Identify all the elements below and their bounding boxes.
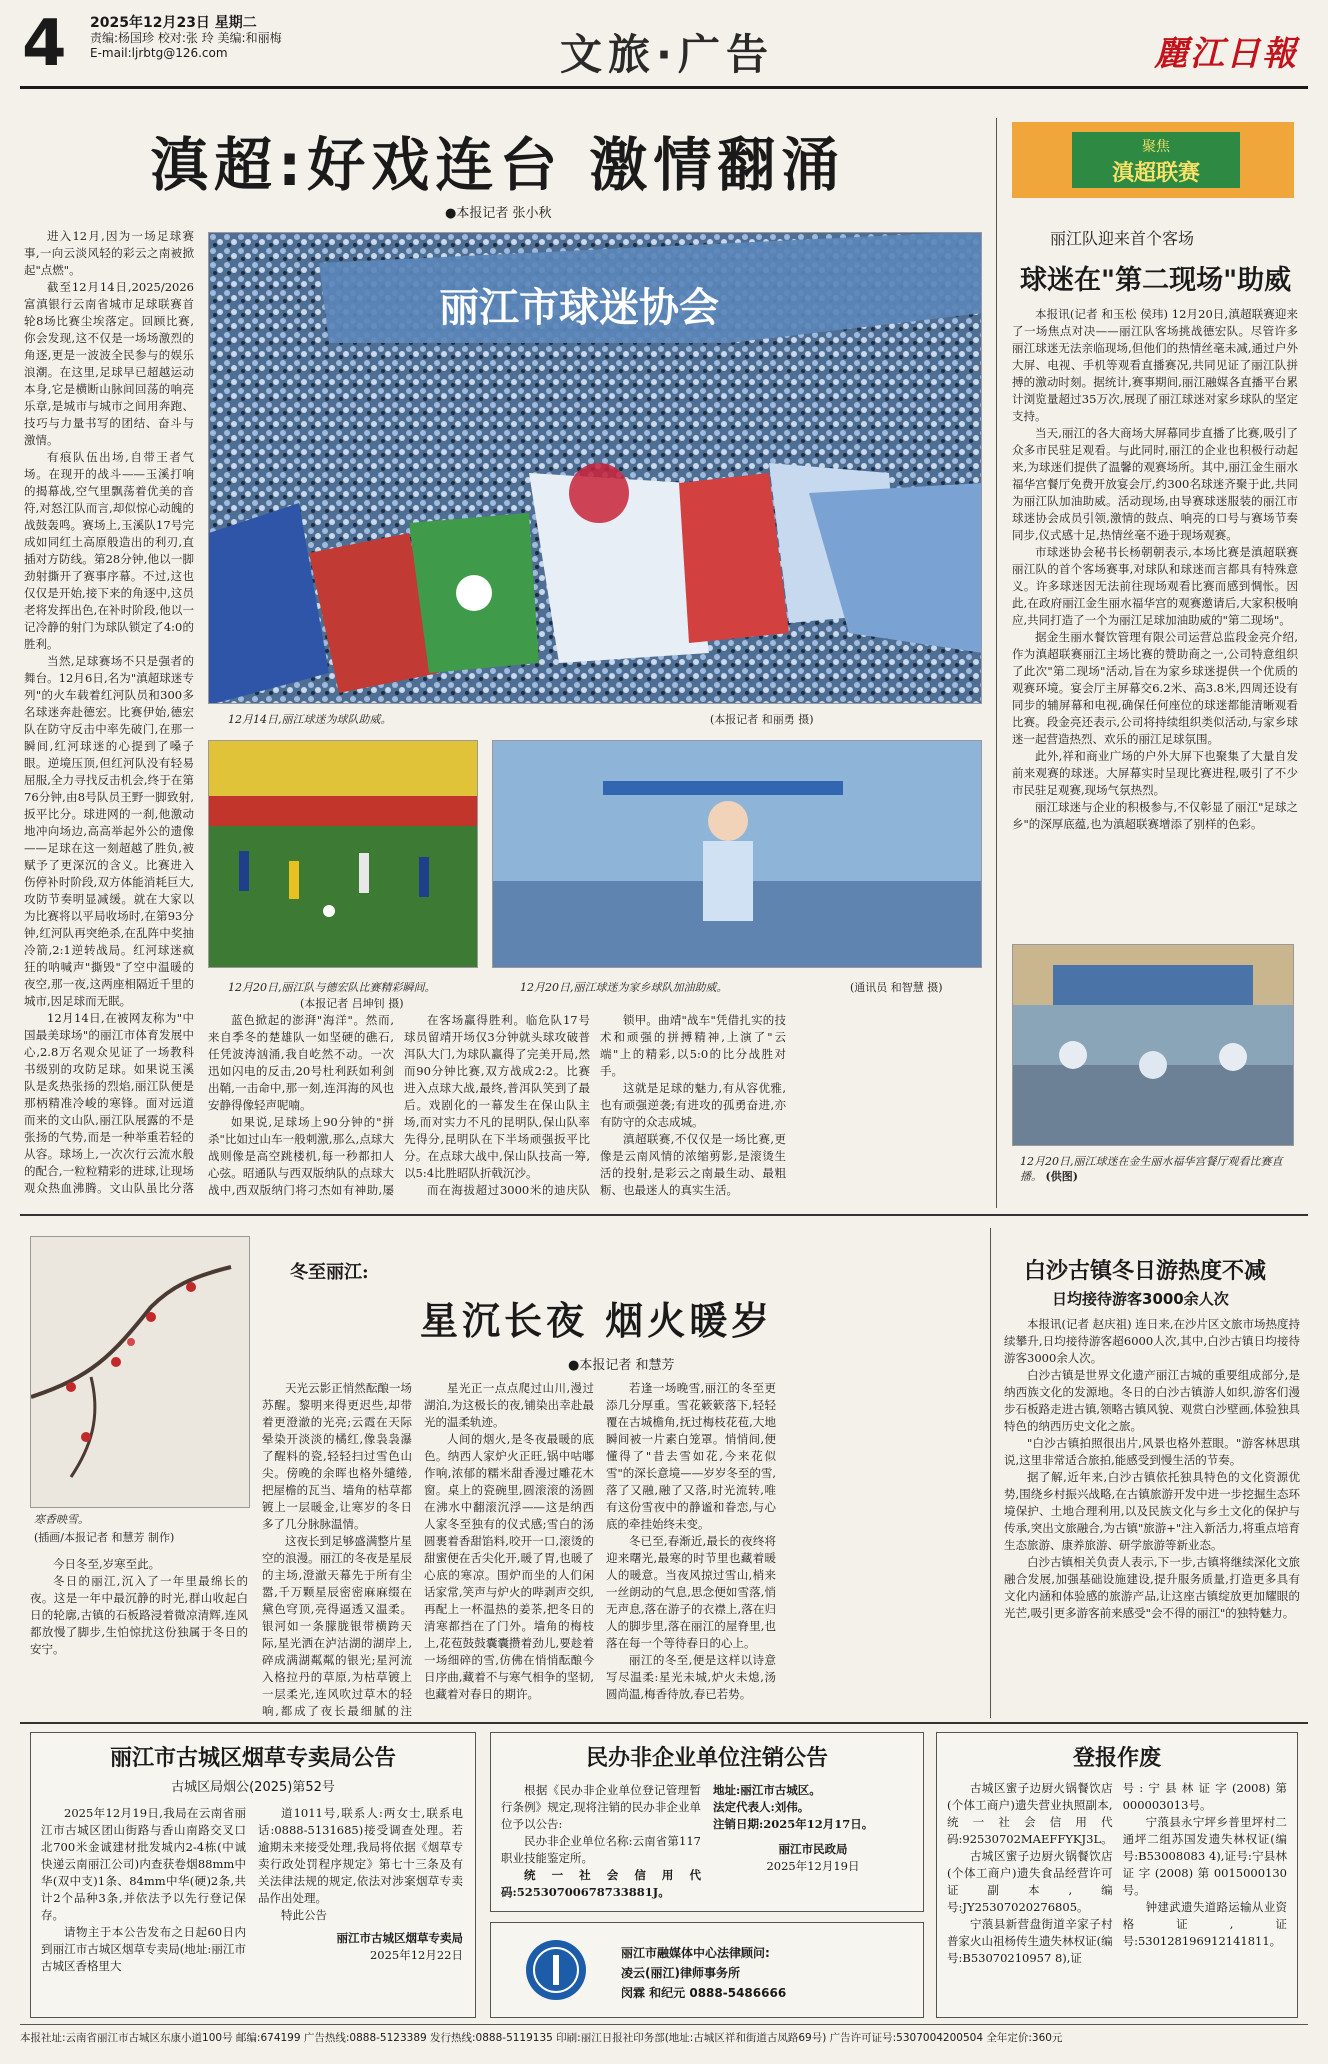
paragraph: 白沙古镇相关负责人表示,下一步,古镇将继续深化文旅融合发展,加强基础设施建设,提升服务质量,打造更多具有文化内涵和体验感的旅游产品,让这座古镇绽放更加耀眼的光芒,吸引更多游客前来感受"会不得的丽江"的独特魅力。 — [1004, 1555, 1300, 1620]
restaurant-caption-text: 12月20日,丽江球迷在金生丽水福华宫餐厅观看比赛直播。 — [1020, 1155, 1283, 1183]
tobacco-notice-title: 丽江市古城区烟草专卖局公告 — [109, 1746, 396, 1771]
crowd-illustration — [209, 233, 982, 704]
match-photo-credit: (本报记者 吕坤钊 摄) — [300, 997, 404, 1010]
paragraph: 道1011号,联系人:两女士,联系电话:0888-5131685)接受调查处理。若逾期未来接受处理,我局将依据《烟草专卖行政处罚程序规定》第七十三条及有关法律法规的规定,依法对涉案烟草专卖品作出处理。 — [258, 1806, 463, 1905]
paragraph: 在客场赢得胜利。临危队17号球员留靖开场仅3分钟就头球攻破普洱队大门,为球队赢得了完美开局,然而90分钟比赛,双方战成2:2。比赛进入点球大战,最终,普洱队笑到了最后。戏剧化的一幕发生在保山队主场,而对实力不凡的昆明队,保山队率先得分,昆明队在下半场顽强扳平比分。在点球大战中,保山队技高一筹,以5:4比胜昭队折戟沉沙。 — [404, 1013, 590, 1180]
paragraph: 当天,丽江的各大商场大屏幕同步直播了比赛,吸引了众多市民驻足观看。与此同时,丽江的企业也积极行动起来,为球迷们提供了温馨的观赛场所。其中,丽江金生丽水福华宫餐厅免费开放宴会厅,约300名球迷齐聚于此,共同为丽江队加油助威。活动现场,由导赛球迷服装的丽江市球迷协会成员引领,激情的鼓点、响亮的口号与赛场节奏同步,仪式感十足,热情丝毫不逊于现场观赛。 — [1012, 426, 1298, 542]
paragraph: 如果说,足球场上90分钟的"拼杀"比如过山车一般刺激,那么,点球大战则像是高空跳楼机,每一秒都扣人心弦。昭通队与西双版纳队的点球大战中,西双版纳门将刁杰如有神助,屡 — [208, 1115, 394, 1197]
newspaper-logo: 麗江日報 — [1154, 34, 1298, 74]
paragraph: 民办非企业单位名称:云南省第117职业技能鉴定所。 — [501, 1834, 701, 1865]
lead-col-4 — [600, 1012, 786, 1198]
paragraph: 市球迷协会秘书长杨朝朝表示,本场比赛是滇超联赛丽江队的首个客场赛事,对球队和球迷而言都具有特殊意义。许多球迷因无法前往现场观看比赛而感到惆怅。因此,在政府丽江金生丽水福华宫的观赛邀请后,大家积极响应,共同打造了一个为丽江足球加油助威的"第二现场"。 — [1012, 545, 1298, 627]
paragraph: 蓝色掀起的澎湃"海洋"。然而,来自季冬的楚雄队一如坚硬的礁石,任凭波涛汹涌,我自屹然不动。一次迅如闪电的反击,20号杜利跃如利剑出鞘,一击命中,那一刻,连洱海的风也安静得像轻声呢喃。 — [208, 1013, 394, 1112]
paragraph: 统一社会信用代码:52530700678733881J。 — [501, 1868, 701, 1899]
paragraph: 白沙古镇是世界文化遗产丽江古城的重要组成部分,是纳西族文化的发源地。冬日的白沙古镇游人如织,游客们漫步石板路走进古镇,领略古镇风貌、观赏白沙壁画,体验独具特色的纳西历史文化之旅。 — [1004, 1368, 1300, 1433]
baisha-subhead: 日均接待游客3000余人次 — [1052, 1290, 1229, 1308]
restaurant-photo — [1012, 944, 1294, 1146]
legal-counsel-label: 丽江市融媒体中心法律顾问: — [621, 1946, 770, 1960]
paragraph: 丽江的冬至,便是这样以诗意写尽温柔:星光未城,炉火未熄,汤圆尚温,梅香待放,春已若势。 — [606, 1653, 776, 1701]
lead-headline: 滇超:好戏连台 激情翻涌 — [150, 131, 846, 199]
paragraph: 据了解,近年来,白沙古镇依托独具特色的文化资源优势,围绕乡村振兴战略,在古镇旅游开发中进一步挖掘生态环境保护、土地合理利用,以及民族文化与乡土文化的保护与传承,突出文旅融合,为古镇"旅游+"注入新活力,将重点培育生态旅游、康养旅游、研学旅游等新业态。 — [1004, 1470, 1300, 1552]
email-line: E-mail:ljrbtg@126.com — [90, 46, 228, 60]
lead-col-3 — [404, 1012, 590, 1198]
lead-col-1 — [24, 228, 194, 1198]
ngo-notice — [490, 1732, 924, 1912]
paragraph: 这就是足球的魅力,有从容优雅,也有顽强逆袭;有进攻的孤勇奋进,亦有防守的众志成城。 — [600, 1081, 786, 1129]
tobacco-notice-signature: 丽江市古城区烟草专卖局 — [336, 1931, 463, 1945]
masthead-rule — [20, 86, 1308, 89]
void-notices — [936, 1732, 1298, 2018]
date-line: 2025年12月23日 星期二 — [90, 15, 257, 31]
paragraph: 地址:丽江市古城区。 — [713, 1783, 821, 1797]
restaurant-caption — [1020, 1154, 1296, 1184]
paragraph: 冬日的丽江,沉入了一年里最绵长的夜。这是一年中最沉静的时光,群山收起白日的轮廓,古镇的石板路浸着微凉清辉,连风都放慢了脚步,生怕惊扰这份独属于冬日的安宁。 — [30, 1574, 248, 1656]
lead-col-2 — [208, 1012, 394, 1198]
void-notices-col-2 — [1123, 1780, 1287, 1967]
main-photo-credit: (本报记者 和丽勇 摄) — [710, 713, 814, 726]
winter-photo-credit: (插画/本报记者 和慧芳 制作) — [34, 1531, 175, 1544]
winter-col-4 — [606, 1380, 776, 1716]
winter-col-2 — [262, 1380, 412, 1716]
paragraph: 人间的烟火,是冬夜最暖的底色。纳西人家炉火正旺,锅中咕嘟作响,浓郁的糯米甜香漫过雕花木窗。桌上的瓷碗里,圆滚滚的汤圆在沸水中翻滚沉浮——这是纳西人家冬至独有的仪式感;雪白的汤圆裹着香甜馅料,咬开一口,滚烫的甜蜜便在舌尖化开,暖了胃,也暖了心底的寒凉。围炉而坐的人们闲话家常,笑声与炉火的哔剥声交织,再配上一杯温热的姜茶,把冬日的清寒都挡在了门外。墙角的梅枝上,花苞鼓鼓囊囊攒着劲儿,要趁着一场细碎的雪,仿佛在悄悄酝酿今日序曲,藏着不与寒气相争的坚韧,也藏着对春日的期许。 — [424, 1432, 594, 1701]
masthead-meta — [90, 16, 282, 61]
legal-counsel-firm: 凌云(丽江)律师事务所 — [621, 1966, 740, 1980]
winter-kicker: 冬至丽江: — [290, 1262, 369, 1283]
paragraph: 法定代表人:刘伟。 — [713, 1800, 810, 1814]
sidebar-headline: 球迷在"第二现场"助威 — [1020, 265, 1292, 296]
baisha-headline: 白沙古镇冬日游热度不减 — [1024, 1259, 1267, 1284]
paragraph: 丽江球迷与企业的积极参与,不仅彰显了丽江"足球之乡"的深厚底蕴,也为滇超联赛增添了别样的色彩。 — [1012, 800, 1298, 831]
baisha-divider — [990, 1228, 991, 1718]
lead-byline: ●本报记者 张小秋 — [445, 206, 552, 221]
paragraph: 根据《民办非企业单位登记管理暂行条例》规定,现将注销的民办非企业单位予以公告: — [501, 1783, 701, 1831]
paragraph: 截至12月14日,2025/2026富滇银行云南省城市足球联赛首轮8场比赛尘埃落定。回顾比赛,你会发现,这不仅是一场场激烈的角逐,更是一波波全民参与的娱乐浪潮。在这里,足球早已超越运动本身,它是横断山脉间回荡的响亮乐章,是城市与城市之间用奔跑、技巧与力量书写的团结、奋斗与激情。 — [24, 280, 194, 447]
legal-counsel-contact: 闵霖 和纪元 0888-5486666 — [621, 1986, 787, 2000]
ngo-notice-col-1 — [501, 1782, 701, 1901]
ngo-notice-signature: 丽江市民政局 — [778, 1842, 848, 1856]
footer-info: 本报社址:云南省丽江市古城区东康小道100号 邮编:674199 广告热线:0888-5123389 发行热线:0888-5119135 印刷:丽江日报社印务部(地址:古城区祥和街道古凤路69号) 广告许可证号:5307004200504 全年定价:360元 — [20, 2032, 1063, 2044]
banner-text: 丽江市球迷协会 — [439, 285, 719, 331]
focus-main-label: 滇超联赛 — [1111, 161, 1200, 186]
paragraph: 今日冬至,岁寒至此。 — [53, 1557, 161, 1571]
void-notices-title: 登报作废 — [1072, 1746, 1161, 1771]
legal-counsel-box — [490, 1922, 924, 2018]
focus-banner — [1012, 122, 1294, 198]
paragraph: 进入12月,因为一场足球赛事,一向云淡风轻的彩云之南被掀起"点燃"。 — [24, 229, 194, 277]
fans-photo-caption: 12月20日,丽江球迷为家乡球队加油助威。 — [520, 981, 728, 994]
void-notices-col-1 — [947, 1780, 1113, 1967]
paragraph: 古城区蜜子边厨火锅餐饮店(个体工商户)遗失食品经营许可证副本,编号:JY25307020276805。 — [947, 1849, 1113, 1914]
fans-illustration — [493, 741, 982, 968]
law-firm-emblem — [523, 1937, 589, 2003]
match-photo — [208, 740, 478, 968]
match-photo-caption: 12月20日,丽江队与德宏队比赛精彩瞬间。 — [228, 981, 436, 994]
paragraph: 冬已至,春渐近,最长的夜终将迎来曙光,最寒的时节里也藏着暖人的暖意。当夜风掠过雪山,梢来一丝朗动的气息,思念便如雪落,悄无声息,落在游子的衣襟上,落在归人的脚步里,落在丽江的屋脊里,也落在每一个等待春日的心上。 — [606, 1534, 776, 1650]
paragraph: 据金生丽水餐饮管理有限公司运营总监段金亮介绍,作为滇超联赛丽江主场比赛的赞助商之一,公司特意组织了此次"第二现场"活动,旨在为家乡球迷提供一个优质的观赛环境。宴会厅主屏幕交6.2米、高3.8米,四周还设有同步的辅屏幕和电视,确保任何座位的球迷都能清晰观看比赛。段金亮还表示,公司将持续组织类似活动,与家乡球迷一起营造热烈、欢乐的丽江足球氛围。 — [1012, 630, 1298, 746]
tobacco-notice — [30, 1732, 476, 2018]
paragraph: 12月14日,在被网友称为"中国最美球场"的丽江市体育发展中心,2.8万名观众见证了一场教科书级别的攻防足球。如果说玉溪队是炙热张扬的烈焰,丽江队便是那柄精准冷峻的寒锋。面对远道而来的文山队,丽江队展露的不是张扬的气势,而是一种举重若轻的从容。球场上,一次次行云流水般的配合,一粒粒精彩的进球,让现场观众热血沸腾。文山队虽比分落 — [24, 1011, 194, 1195]
notices-divider — [20, 1722, 1308, 1724]
winter-headline: 星沉长夜 烟火暖岁 — [420, 1299, 774, 1343]
fans-photo — [492, 740, 982, 968]
ngo-notice-title: 民办非企业单位注销公告 — [585, 1746, 828, 1771]
winter-illustration — [30, 1236, 250, 1508]
tobacco-notice-number: 古城区局烟公(2025)第52号 — [171, 1780, 335, 1795]
fans-photo-credit: (通讯员 和智慧 摄) — [850, 981, 943, 994]
sidebar-body — [1012, 306, 1298, 940]
section-title: 文旅·广告 — [560, 30, 774, 79]
restaurant-illustration — [1013, 945, 1294, 1146]
paragraph: 有痕队伍出场,自带王者气场。在现开的战斗——玉溪打响的揭幕战,空气里飘荡着优美的音符,对怒江队而言,却似惊心动魄的战鼓轰鸣。赛场上,玉溪队17号完成如同红土高原般造出的利刃,直插对方防线。第28分钟,他以一脚劲射撕开了赛事序幕。不过,这也仅仅是开始,接下来的角逐中,这员老将发挥出色,在补时阶段,他以一记冷静的射门为球队锁定了4:0的胜利。 — [24, 450, 194, 651]
winter-col-1 — [30, 1556, 248, 1716]
ngo-notice-date: 2025年12月19日 — [766, 1859, 860, 1873]
paragraph: 滇超联赛,不仅仅是一场比赛,更像是云南风情的浓缩剪影,是滚烫生活的投射,是彩云之南最生动、最粗粝、也最迷人的真实生活。 — [600, 1132, 786, 1197]
paragraph: 星光正一点点爬过山川,漫过湖泊,为这极长的夜,铺染出幸赴最光的温柔轨迹。 — [424, 1381, 594, 1429]
tobacco-notice-date: 2025年12月22日 — [369, 1948, 463, 1962]
main-photo-caption: 12月14日,丽江球迷为球队助威。 — [228, 713, 392, 726]
legal-counsel-text — [621, 1943, 786, 2003]
restaurant-caption-credit: (供图) — [1045, 1170, 1078, 1183]
paragraph: 当然,足球赛场不只是强者的舞台。12月6日,名为"滇超球迷专列"的火车载着红河队员和300多名球迷奔赴德宏。比赛伊始,德宏队在防守反击中率先破门,在那一瞬间,红河球迷的心提到了嗓子眼。逆境压顶,但红河队没有轻易屈服,全力寻找反击机会,终于在第76分钟,由8号队员王野一脚致射,扳平比分。球进网的一刹,他激动地冲向场边,高高举起外公的遗像——足球在这一刻超越了胜负,被赋予了更深沉的含义。比赛进入伤停补时阶段,双方体能消耗巨大,攻防节奏明显减缓。就在大家以为比赛将以平局收场时,在第93分钟,红河队再突绝杀,在乱阵中奖抽冷箭,2:1逆转战局。红河球迷疯狂的呐喊声"撕毁"了空中温暖的夜空,那一夜,这两座相隔近千里的城市,因足球而无眠。 — [24, 654, 194, 1008]
winter-col-3 — [424, 1380, 594, 1716]
section-divider — [20, 1214, 1308, 1216]
paragraph: 宁蒗县永宁坪乡普里坪村二通坪二组苏国发遗失林权证(编号:B53008083 4),证号:宁县林证字(2008)第0015000130号。 — [1122, 1815, 1287, 1897]
paragraph: 天光云影正悄然酝酿一场苏醒。黎明来得更迟些,却带着更澄澈的光亮;云霞在天际晕染开淡淡的橘红,像袅袅瀑了醒料的瓷,轻轻扫过雪色山尖。傍晚的余晖也格外缱绻,把屋檐的瓦当、墙角的枯草都镀上一层暖金,让寒岁的冬日多了几分脉脉温情。 — [262, 1381, 412, 1531]
paragraph: 本报讯(记者 赵庆祖) 连日来,在沙片区文旅市场热度持续攀升,日均接待游客超6000人次,其中,白沙古镇日均接待游客3000余人次。 — [1004, 1317, 1300, 1365]
sidebar-divider — [996, 118, 997, 1208]
focus-badge — [1072, 132, 1240, 188]
paragraph: 请物主于本公告发布之日起60日内到丽江市古城区烟草专卖局(地址:丽江市古城区香格里大 — [41, 1925, 246, 1973]
paragraph: 宁蒗县新营盘街道辛家子村普家火山祖杨传生遗失林权证(编号:B53070210957 8),证 — [947, 1917, 1113, 1965]
page-number: 4 — [22, 7, 67, 81]
paragraph: 这夜长到足够盛满整片星空的浪漫。丽江的冬夜是星辰的主场,澄澈天幕先于所有尘嚣,千万颗星辰密密麻麻缀在黛色穹顶,亮得逼透又温柔。银河如一条朦胧银带横跨天际,星光洒在泸沽湖的湖岸上,碎成满湖粼粼的银光;星河流入格拉丹的草原,为枯草镀上一层柔光,连风吹过草木的轻响,都成了夜长最细腻的注 — [262, 1534, 412, 1716]
focus-top-label: 聚焦 — [1142, 139, 1170, 155]
baisha-body — [1004, 1316, 1300, 1716]
winter-byline: ●本报记者 和慧芳 — [568, 1358, 675, 1373]
ngo-notice-col-2 — [713, 1782, 913, 1901]
paragraph: 特此公告 — [281, 1908, 327, 1922]
paragraph: 若逢一场晚雪,丽江的冬至更添几分厚重。雪花簌簌落下,轻轻覆在古城檐角,抚过梅枝花苞,大地瞬间被一片素白笼罩。悄悄间,便懂得了"昔去雪如花,今来花似雪"的深长意境——岁岁冬至的雪,落了又融,融了又落,时光流转,唯有这份雪夜中的静谧和眷恋,与心底的牵挂始终未变。 — [606, 1381, 776, 1531]
paragraph: 此外,祥和商业广场的户外大屏下也聚集了大量自发前来观赛的球迷。大屏幕实时呈现比赛进程,吸引了不少市民驻足观赛,现场气氛热烈。 — [1012, 749, 1298, 797]
paragraph: 注销日期:2025年12月17日。 — [713, 1817, 874, 1831]
tobacco-notice-col-2 — [258, 1805, 463, 1975]
sidebar-kicker: 丽江队迎来首个客场 — [1050, 229, 1195, 248]
paragraph: "白沙古镇拍照很出片,风景也格外惹眼。"游客林思琪说,这里非常适合旅拍,能感受到慢生活的节奏。 — [1004, 1436, 1300, 1467]
footer-rule — [20, 2024, 1308, 2025]
winter-photo-caption: 寒香映雪。 — [34, 1513, 89, 1526]
match-illustration — [209, 741, 478, 968]
tobacco-notice-col-1 — [41, 1805, 246, 1975]
paragraph: 锁甲。曲靖"战车"凭借扎实的技术和顽强的拼搏精神,上演了"云端"上的精彩,以5:0的比分战胜对手。 — [600, 1013, 786, 1078]
crowd-photo — [208, 232, 982, 704]
paragraph: 本报讯(记者 和玉松 侯玮) 12月20日,滇超联赛迎来了一场焦点对决——丽江队客场挑战德宏队。尽管许多丽江球迷无法亲临现场,但他们的热情丝毫未减,通过户外大屏、电视、手机等观看直播赛况,共同见证了丽江队拼搏的激动时刻。据统计,赛事期间,丽江融媒各直播平台累计浏览量超过35万次,展现了丽江球迷对家乡球队的坚定支持。 — [1012, 307, 1298, 423]
paragraph: 号:宁县林证字(2008)第000003013号。 — [1122, 1781, 1287, 1812]
paragraph: 而在海拔超过3000米的迪庆队 — [427, 1183, 590, 1197]
editors-line: 责编:杨国珍 校对:张 玲 美编:和丽梅 — [90, 31, 282, 45]
paragraph: 钟建武遗失道路运输从业资格证,证号:530128196912141811。 — [1122, 1900, 1287, 1948]
paragraph: 2025年12月19日,我局在云南省丽江市古城区团山街路与香山南路交叉口北700米金诚建材批发城内2-4栋(中诚快递云南丽江公司)内查获卷烟88mm中华(双中支)1条、84mm中华(硬)2条,共计2个品种3条,并依法予以先行登记保存。 — [41, 1806, 246, 1922]
paragraph: 古城区蜜子边厨火锅餐饮店(个体工商户)遗失营业执照副本,统一社会信用代码:92530702MAEFFYKJ3L。 — [947, 1781, 1113, 1846]
plum-blossom-illustration — [31, 1237, 250, 1508]
